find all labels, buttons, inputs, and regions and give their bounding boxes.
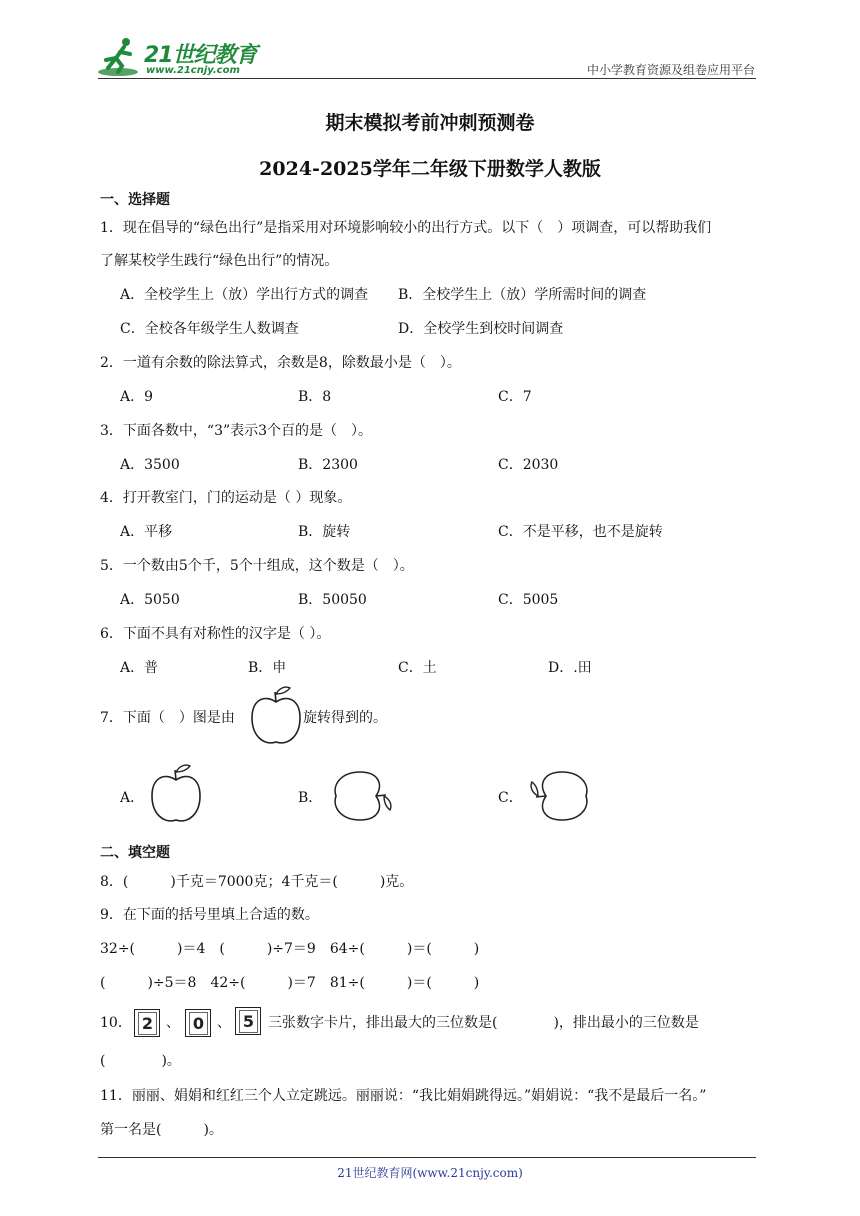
q7-prefix: 7．下面（ ）图是由 [100,710,235,726]
page-title: 期末模拟考前冲刺预测卷 [325,112,535,134]
q3-option-b[interactable]: B．2300 [298,457,358,473]
apple-reference-icon [250,684,302,748]
section-heading-fill: 二、填空题 [100,845,170,861]
q8-text: 8．( )千克＝7000克；4千克＝( )克。 [100,874,414,890]
page-subtitle: 2024-2025学年二年级下册数学人教版 [259,158,601,180]
q2-option-b[interactable]: B．8 [298,389,332,405]
logo [96,36,266,80]
q10-text: 三张数字卡片，排出最大的三位数是( )，排出最小的三位数是 [268,1015,699,1031]
q6-option-b[interactable]: B．申 [248,660,287,676]
q2-text: 2．一道有余数的除法算式，余数是8，除数最小是（ ）。 [100,355,461,371]
q7-option-c[interactable]: C． [498,790,523,806]
q2-option-c[interactable]: C．7 [498,389,532,405]
footer-rule [98,1157,756,1158]
section-heading-choice: 一、选择题 [100,192,170,208]
digit-card-2: 2 [134,1009,160,1037]
q5-option-b[interactable]: B．50050 [298,592,367,608]
q6-option-d[interactable]: D．.田 [548,660,592,676]
card-separator: 、 [166,1015,180,1031]
q5-text: 5．一个数由5个千，5个十组成，这个数是（ ）。 [100,558,414,574]
apple-rotated-left-icon[interactable] [528,770,592,822]
q1-option-c[interactable]: C．全校各年级学生人数调查 [120,321,299,337]
q7-option-b[interactable]: B． [298,790,323,806]
q9-row1: 32÷( )＝4 ( )÷7＝9 64÷( )＝( ) [100,941,480,957]
q1-line1: 1．现在倡导的“绿色出行”是指采用对环境影响较小的出行方式。以下（ ）项调查，可以帮助我们 [100,220,712,236]
logo-text: 21世纪教育 [144,43,257,68]
runner-logo-icon [96,36,144,78]
q1-option-d[interactable]: D．全校学生到校时间调查 [398,321,564,337]
q6-option-a[interactable]: A．普 [120,660,159,676]
q5-option-a[interactable]: A．5050 [120,592,180,608]
q6-option-c[interactable]: C．土 [398,660,437,676]
header-rule [98,78,756,79]
q5-option-c[interactable]: C．5005 [498,592,559,608]
q6-text: 6．下面不具有对称性的汉字是（ ）。 [100,626,331,642]
q3-option-c[interactable]: C．2030 [498,457,559,473]
footer-link[interactable]: 21世纪教育网(www.21cnjy.com) [337,1166,523,1180]
q10-line2: ( )。 [100,1053,181,1069]
q4-text: 4．打开教室门，门的运动是（ ）现象。 [100,490,352,506]
q1-line2: 了解某校学生践行“绿色出行”的情况。 [100,253,339,269]
digit-card-5: 5 [235,1007,261,1035]
q9-text: 9．在下面的括号里填上合适的数。 [100,907,319,923]
digit-card-0: 0 [185,1009,211,1037]
logo-url: www.21cnjy.com [146,65,240,76]
q7-option-a[interactable]: A． [120,790,145,806]
q11-line2: 第一名是( )。 [100,1122,223,1138]
q3-text: 3．下面各数中，“3”表示3个百的是（ ）。 [100,423,373,439]
q7-suffix: 旋转得到的。 [303,710,387,726]
q9-row2: ( )÷5＝8 42÷( )＝7 81÷( )＝( ) [100,975,480,991]
q4-option-b[interactable]: B．旋转 [298,524,351,540]
q4-option-c[interactable]: C．不是平移，也不是旋转 [498,524,663,540]
apple-rotated-right-icon[interactable] [330,770,394,822]
apple-upright-icon[interactable] [150,762,202,826]
q1-option-b[interactable]: B．全校学生上（放）学所需时间的调查 [398,287,647,303]
q10-number: 10． [100,1015,132,1031]
q2-option-a[interactable]: A．9 [120,389,154,405]
card-separator: 、 [217,1015,231,1031]
q1-option-a[interactable]: A．全校学生上（放）学出行方式的调查 [120,287,369,303]
q4-option-a[interactable]: A．平移 [120,524,173,540]
platform-label: 中小学教育资源及组卷应用平台 [586,63,755,77]
q3-option-a[interactable]: A．3500 [120,457,180,473]
q11-line1: 11．丽丽、娟娟和红红三个人立定跳远。丽丽说：“我比娟娟跳得远。”娟娟说：“我不是最后一名。” [100,1088,707,1104]
